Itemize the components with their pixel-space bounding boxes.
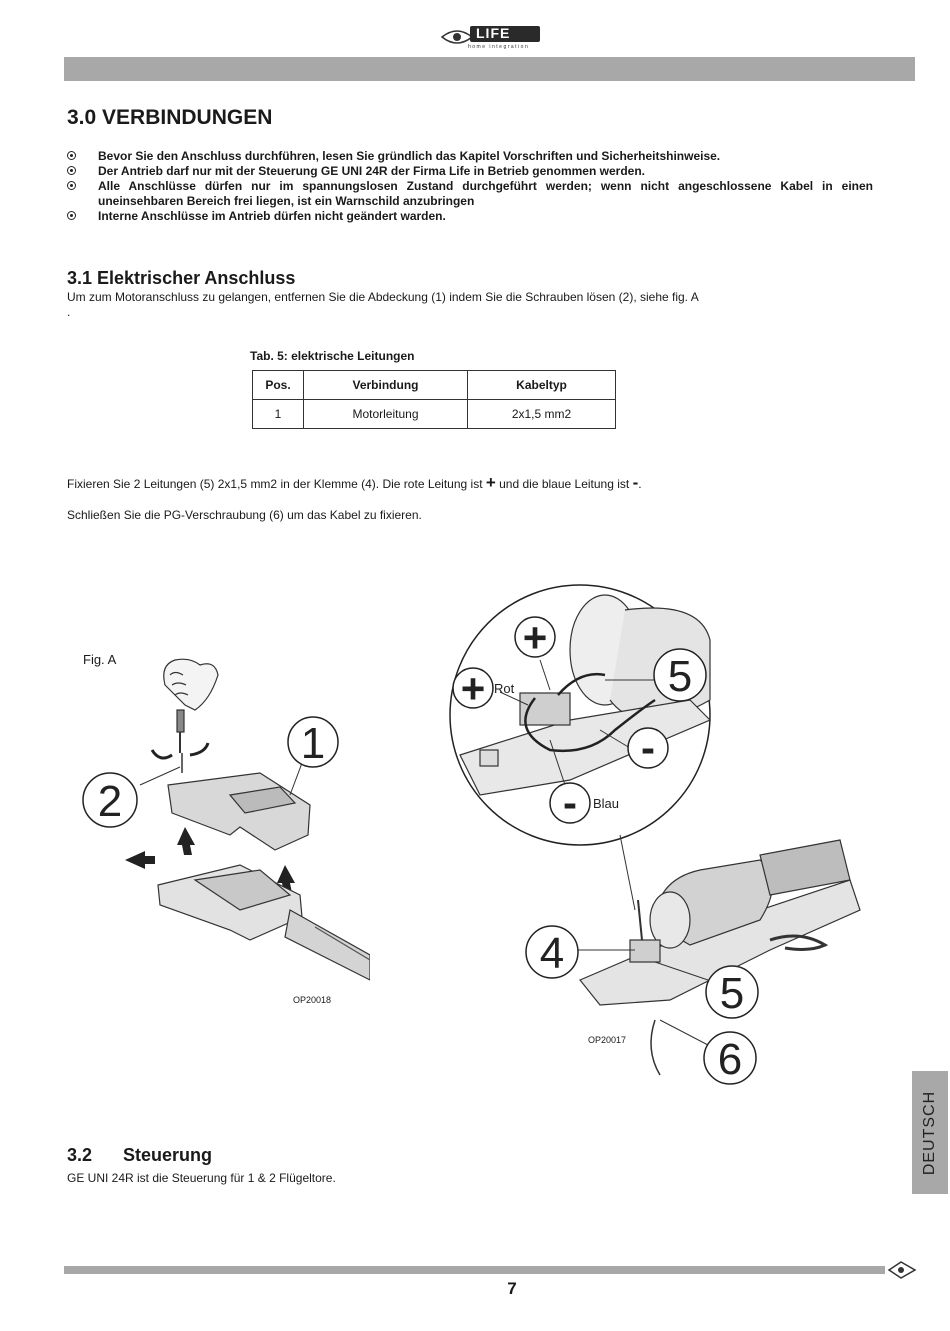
table-caption: Tab. 5: elektrische Leitungen [250,349,415,363]
operator-body-icon [158,865,370,980]
bullet-icon [67,166,76,175]
col-verbindung: Verbindung [304,371,468,400]
figure-a-code: OP20018 [293,995,332,1005]
bullet-icon [67,211,76,220]
terminal-block-icon [630,940,660,962]
wiring-instructions: Fixieren Sie 2 Leitungen (5) 2x1,5 mm2 in der Klemme (4). Die rote Leitung ist + und die blaue Leitung ist -. [67,473,642,492]
callout-4: 4 [539,929,565,978]
section-title-elektrischer-anschluss: 3.1 Elektrischer Anschluss [67,268,296,288]
figure-b-wiring-detail [440,580,880,1085]
cell-verbindung: Motorleitung [304,400,468,429]
cable-icon [651,1020,660,1075]
callout-6: 6 [717,1035,743,1084]
section-title-steuerung: 3.2 Steuerung [67,1145,213,1165]
bullet-icon [67,151,76,160]
cable-table [252,370,616,429]
bullet-icon [67,181,76,190]
intro-text: Um zum Motoranschluss zu gelangen, entfernen Sie die Abdeckung (1) indem Sie die Schrauben lösen (2), siehe fig. A [67,290,699,304]
logo-subtitle: home integration [468,44,530,50]
callout-2: 2 [97,777,123,826]
figure-b-code: OP20017 [588,1035,627,1045]
rotate-arrow-icon [152,750,172,758]
bullet-item: Der Antrieb darf nur mit der Steuerung GE UNI 24R der Firma Life in Betrieb genommen werden. [67,164,873,179]
pg-gland-instructions: Schließen Sie die PG-Verschraubung (6) um das Kabel zu fixieren. [67,508,422,522]
footer-bar [64,1266,885,1274]
page-number: 7 [507,1279,517,1298]
safety-bullet-list [67,149,873,224]
callout-5: 5 [667,652,693,701]
cell-kabeltyp: 2x1,5 mm2 [468,400,616,429]
label-blau: Blau [593,796,620,811]
footer-eye-icon [887,1259,917,1281]
col-pos: Pos. [253,371,304,400]
logo-text: LIFE [476,25,511,41]
stray-dot: . [67,305,71,319]
table-header-row [253,371,616,400]
language-side-tab [912,1071,948,1194]
figure-a-cover-removal [80,655,370,1010]
rotate-arrow-icon [190,743,208,755]
screw-icon [638,900,642,940]
plus-symbol: + [485,473,496,492]
callout-1: 1 [300,719,326,768]
minus-symbol: - [632,473,639,492]
plus-callout: + [460,665,486,712]
callout-5: 5 [719,969,745,1018]
bullet-item: Alle Anschlüsse dürfen nur im spannungslosen Zustand durchgeführt werden; wenn nicht angeschlossene Kabel in einen uneinsehbaren Bereich frei liegen, ist ein Warnschild anzubringen [67,179,873,209]
header-bar [64,57,915,81]
bullet-item: Bevor Sie den Anschluss durchführen, lesen Sie gründlich das Kapitel Vorschriften und Sicherheitshinweise. [67,149,873,164]
bullet-item: Interne Anschlüsse im Antrieb dürfen nicht geändert warden. [67,209,873,224]
figure-a-label: Fig. A [83,652,117,667]
table-row [253,400,616,429]
minus-callout: - [641,724,655,771]
hand-screwdriver-icon [164,659,218,753]
label-rot: Rot [494,681,515,696]
language-label: DEUTSCH [921,1090,938,1176]
cell-pos: 1 [253,400,304,429]
plus-callout: + [522,614,548,661]
life-logo [440,24,544,54]
col-kabeltyp: Kabeltyp [468,371,616,400]
steuerung-text: GE UNI 24R ist die Steuerung für 1 & 2 Flügeltore. [67,1171,336,1185]
section-title-verbindungen: 3.0 VERBINDUNGEN [67,106,273,129]
minus-callout: - [563,779,577,826]
